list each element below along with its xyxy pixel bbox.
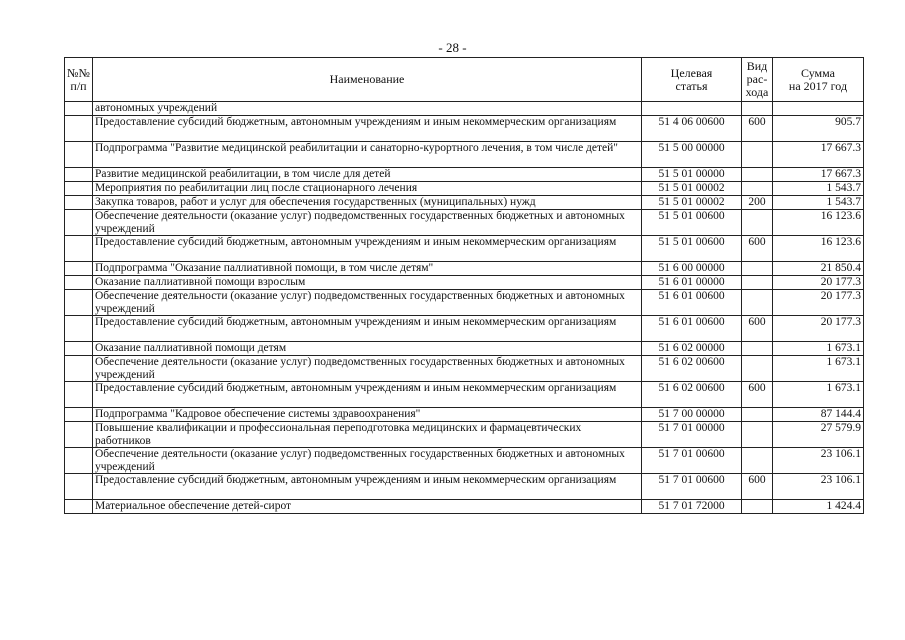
header-type-line-2: рас-	[746, 72, 768, 86]
cell-sum-2017: 16 123.6	[773, 210, 864, 236]
cell-target-code: 51 6 02 00000	[642, 342, 742, 356]
cell-sum-2017: 20 177.3	[773, 276, 864, 290]
cell-expense-type	[742, 276, 773, 290]
cell-name: Развитие медицинской реабилитации, в том числе для детей	[93, 168, 642, 182]
cell-sum-2017: 1 673.1	[773, 342, 864, 356]
cell-expense-type	[742, 422, 773, 448]
cell-expense-type: 200	[742, 196, 773, 210]
header-name: Наименование	[93, 58, 642, 102]
table-row	[65, 500, 864, 514]
cell-name: Обеспечение деятельности (оказание услуг) подведомственных государственных бюджетных и автономных учреждений	[93, 210, 642, 236]
cell-name: Оказание паллиативной помощи взрослым	[93, 276, 642, 290]
cell-expense-type	[742, 210, 773, 236]
cell-name: автономных учреждений	[93, 102, 642, 116]
cell-sum-2017: 1 673.1	[773, 382, 864, 408]
cell-sum-2017: 16 123.6	[773, 236, 864, 262]
cell-sum-2017: 905.7	[773, 116, 864, 142]
cell-name: Предоставление субсидий бюджетным, автономным учреждениям и иным некоммерческим организациям	[93, 474, 642, 500]
cell-name: Подпрограмма "Оказание паллиативной помощи, в том числе детям"	[93, 262, 642, 276]
cell-expense-type: 600	[742, 236, 773, 262]
cell-target-code: 51 6 01 00600	[642, 316, 742, 342]
cell-expense-type	[742, 448, 773, 474]
cell-num	[65, 182, 93, 196]
cell-num	[65, 422, 93, 448]
cell-num	[65, 102, 93, 116]
table-row	[65, 342, 864, 356]
table-row	[65, 382, 864, 408]
cell-num	[65, 290, 93, 316]
cell-sum-2017: 20 177.3	[773, 290, 864, 316]
cell-expense-type	[742, 168, 773, 182]
cell-sum-2017: 87 144.4	[773, 408, 864, 422]
cell-sum-2017: 17 667.3	[773, 168, 864, 182]
cell-target-code: 51 4 06 00600	[642, 116, 742, 142]
cell-name: Обеспечение деятельности (оказание услуг) подведомственных государственных бюджетных и автономных учреждений	[93, 448, 642, 474]
cell-target-code: 51 5 01 00000	[642, 168, 742, 182]
cell-sum-2017: 20 177.3	[773, 316, 864, 342]
cell-name: Предоставление субсидий бюджетным, автономным учреждениям и иным некоммерческим организациям	[93, 116, 642, 142]
header-type-line-3: хода	[745, 85, 769, 99]
table-row	[65, 210, 864, 236]
table-header	[65, 58, 864, 102]
cell-num	[65, 168, 93, 182]
cell-target-code: 51 6 01 00600	[642, 290, 742, 316]
table-row	[65, 290, 864, 316]
cell-name: Материальное обеспечение детей-сирот	[93, 500, 642, 514]
cell-num	[65, 196, 93, 210]
table-row	[65, 276, 864, 290]
cell-num	[65, 262, 93, 276]
cell-sum-2017: 21 850.4	[773, 262, 864, 276]
cell-num	[65, 236, 93, 262]
header-type-line-1: Вид	[746, 59, 768, 73]
cell-expense-type: 600	[742, 474, 773, 500]
cell-num	[65, 448, 93, 474]
header-sum	[773, 58, 864, 102]
cell-expense-type: 600	[742, 116, 773, 142]
cell-expense-type	[742, 142, 773, 168]
cell-target-code: 51 7 01 72000	[642, 500, 742, 514]
cell-name: Мероприятия по реабилитации лиц после стационарного лечения	[93, 182, 642, 196]
cell-expense-type	[742, 408, 773, 422]
cell-sum-2017: 1 424.4	[773, 500, 864, 514]
cell-num	[65, 210, 93, 236]
cell-target-code: 51 7 01 00600	[642, 474, 742, 500]
cell-expense-type	[742, 342, 773, 356]
header-row	[65, 58, 864, 102]
header-num-line-2: п/п	[70, 78, 87, 93]
table-row	[65, 168, 864, 182]
cell-name: Закупка товаров, работ и услуг для обеспечения государственных (муниципальных) нужд	[93, 196, 642, 210]
cell-num	[65, 382, 93, 408]
cell-expense-type	[742, 500, 773, 514]
budget-table	[64, 57, 864, 514]
cell-expense-type	[742, 290, 773, 316]
cell-target-code: 51 7 00 00000	[642, 408, 742, 422]
cell-name: Обеспечение деятельности (оказание услуг) подведомственных государственных бюджетных и автономных учреждений	[93, 356, 642, 382]
cell-expense-type: 600	[742, 382, 773, 408]
cell-sum-2017: 1 673.1	[773, 356, 864, 382]
header-num-line-1: №№	[67, 65, 90, 80]
header-sum-line-2: на 2017 год	[788, 78, 848, 93]
cell-sum-2017: 1 543.7	[773, 196, 864, 210]
header-num	[65, 58, 93, 102]
header-type	[742, 58, 773, 102]
cell-name: Предоставление субсидий бюджетным, автономным учреждениям и иным некоммерческим организациям	[93, 236, 642, 262]
cell-expense-type	[742, 356, 773, 382]
header-sum-line-1: Сумма	[801, 65, 835, 80]
cell-name: Предоставление субсидий бюджетным, автономным учреждениям и иным некоммерческим организациям	[93, 316, 642, 342]
cell-num	[65, 142, 93, 168]
table-row	[65, 316, 864, 342]
cell-expense-type: 600	[742, 316, 773, 342]
cell-sum-2017: 17 667.3	[773, 142, 864, 168]
cell-target-code: 51 5 01 00002	[642, 182, 742, 196]
cell-name: Повышение квалификации и профессиональная переподготовка медицинских и фармацевтических работников	[93, 422, 642, 448]
cell-target-code: 51 6 02 00600	[642, 356, 742, 382]
table-row	[65, 102, 864, 116]
cell-target-code: 51 6 01 00000	[642, 276, 742, 290]
cell-num	[65, 474, 93, 500]
cell-num	[65, 342, 93, 356]
table-body	[65, 102, 864, 514]
cell-target-code: 51 5 01 00600	[642, 236, 742, 262]
cell-name: Оказание паллиативной помощи детям	[93, 342, 642, 356]
cell-target-code: 51 5 00 00000	[642, 142, 742, 168]
cell-sum-2017: 23 106.1	[773, 448, 864, 474]
cell-num	[65, 408, 93, 422]
cell-name: Обеспечение деятельности (оказание услуг) подведомственных государственных бюджетных и автономных учреждений	[93, 290, 642, 316]
table-row	[65, 182, 864, 196]
cell-target-code	[642, 102, 742, 116]
cell-name: Подпрограмма "Развитие медицинской реабилитации и санаторно-курортного лечения, в том числе детей"	[93, 142, 642, 168]
table-row	[65, 408, 864, 422]
page-number: - 28 -	[438, 40, 467, 55]
cell-sum-2017: 27 579.9	[773, 422, 864, 448]
cell-expense-type	[742, 102, 773, 116]
cell-num	[65, 276, 93, 290]
cell-expense-type	[742, 262, 773, 276]
cell-target-code: 51 7 01 00600	[642, 448, 742, 474]
cell-sum-2017	[773, 102, 864, 116]
table-row	[65, 422, 864, 448]
table-row	[65, 196, 864, 210]
cell-name: Подпрограмма "Кадровое обеспечение системы здравоохранения"	[93, 408, 642, 422]
cell-num	[65, 316, 93, 342]
header-code-line-1: Целевая	[670, 65, 713, 80]
cell-num	[65, 356, 93, 382]
cell-expense-type	[742, 182, 773, 196]
cell-target-code: 51 5 01 00002	[642, 196, 742, 210]
cell-target-code: 51 6 02 00600	[642, 382, 742, 408]
cell-target-code: 51 7 01 00000	[642, 422, 742, 448]
header-code	[642, 58, 742, 102]
table-row	[65, 356, 864, 382]
table-row	[65, 474, 864, 500]
table-row	[65, 142, 864, 168]
table-row	[65, 448, 864, 474]
cell-sum-2017: 1 543.7	[773, 182, 864, 196]
table-row	[65, 262, 864, 276]
cell-sum-2017: 23 106.1	[773, 474, 864, 500]
table-row	[65, 116, 864, 142]
table-row	[65, 236, 864, 262]
cell-name: Предоставление субсидий бюджетным, автономным учреждениям и иным некоммерческим организациям	[93, 382, 642, 408]
cell-num	[65, 500, 93, 514]
cell-num	[65, 116, 93, 142]
header-code-line-2: статья	[675, 78, 708, 93]
cell-target-code: 51 5 01 00600	[642, 210, 742, 236]
cell-target-code: 51 6 00 00000	[642, 262, 742, 276]
